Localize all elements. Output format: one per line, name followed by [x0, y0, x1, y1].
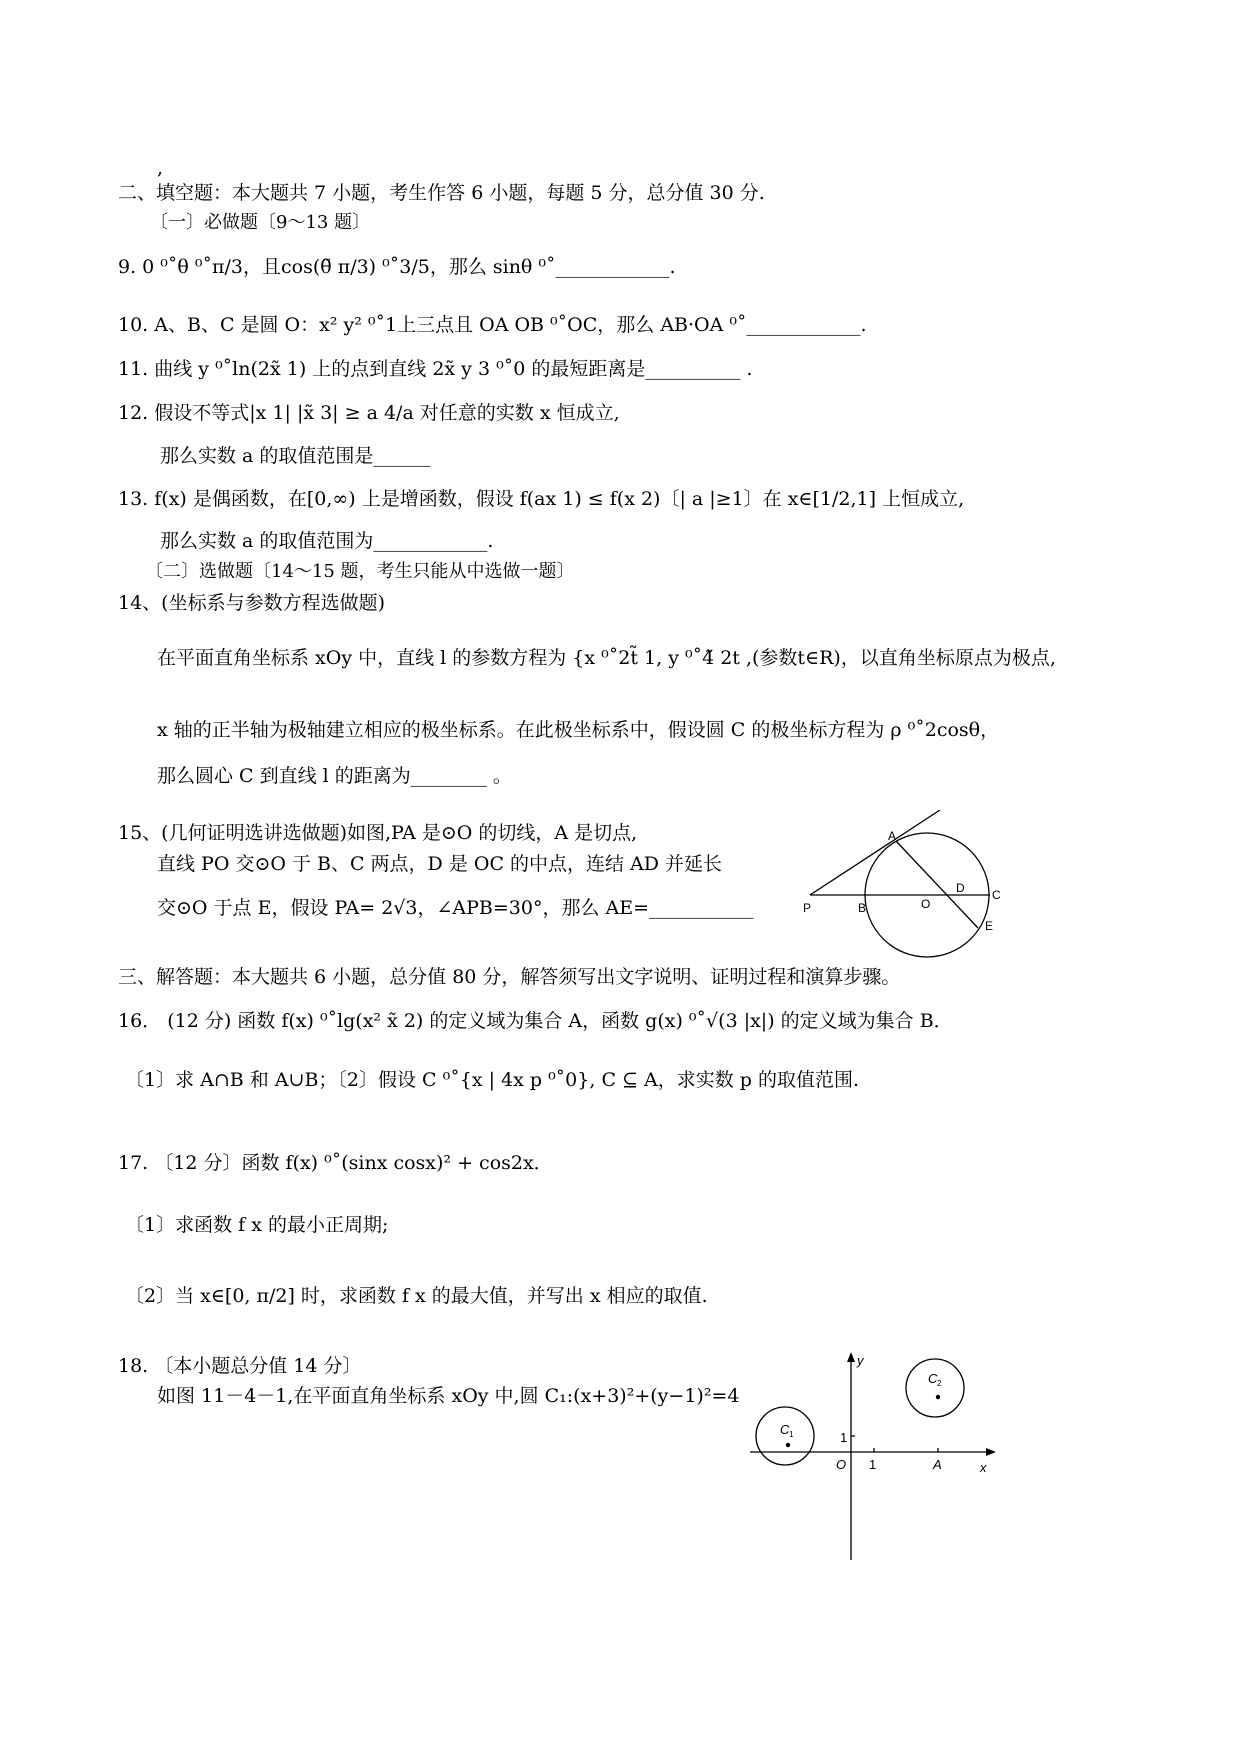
- question-15-line1: 15、(几何证明选讲选做题)如图,PA 是⊙O 的切线，A 是切点,: [118, 822, 638, 844]
- label-d: D: [956, 881, 965, 895]
- label-p: P: [803, 901, 812, 915]
- label-c: C: [992, 888, 1001, 902]
- question-18-title: 18. 〔本小题总分值 14 分〕: [118, 1355, 362, 1377]
- label-c2: C: [928, 1371, 938, 1386]
- circle-c2: [906, 1359, 964, 1417]
- label-x: x: [980, 1460, 987, 1475]
- question-12-cont: 那么实数 a 的取值范围是______: [160, 445, 431, 467]
- question-14-line2: x 轴的正半轴为极轴建立相应的极坐标系。在此极坐标系中，假设圆 C 的极坐标方程为 ρ ⁰˚2cosθ，: [157, 719, 1000, 741]
- question-15-line2: 直线 PO 交⊙O 于 B、C 两点，D 是 OC 的中点，连结 AD 并延长: [157, 853, 723, 875]
- label-a: A: [888, 829, 897, 843]
- label-a: A: [933, 1457, 942, 1472]
- section-3-heading: 三、解答题：本大题共 6 小题，总分值 80 分，解答须写出文字说明、证明过程和演算步骤。: [118, 966, 901, 988]
- question-17: 17. 〔12 分〕函数 f(x) ⁰˚(sinx cosx)² + cos2x．: [118, 1152, 553, 1174]
- y-axis-arrow: [847, 1352, 855, 1362]
- chord-ae: [896, 841, 978, 928]
- question-9: 9. 0 ⁰˚θ ⁰˚π/3，且cos(θ̃ π/3) ⁰˚3/5，那么 sinθ ⁰˚____________.: [118, 256, 676, 278]
- x-axis-arrow: [986, 1448, 996, 1456]
- label-c1-sub: 1: [789, 1430, 794, 1439]
- question-14-line1: 在平面直角坐标系 xOy 中，直线 l 的参数方程为 {x ⁰˚2t̃ 1, y ⁰˚4̃ 2t ,(参数t∈R)，以直角坐标原点为极点,: [157, 647, 1056, 669]
- required-subheading: 〔一〕必做题〔9～13 题〕: [150, 212, 371, 233]
- question-12: 12. 假设不等式|x 1| |x̃ 3| ≥ a 4/a 对任意的实数 x 恒成立,: [118, 402, 620, 424]
- label-origin: O: [836, 1457, 847, 1472]
- center-c1: [786, 1443, 790, 1447]
- question-16-parts: 〔1〕求 A∩B 和 A∪B；〔2〕假设 C ⁰˚{x | 4x p ⁰˚0}, C ⊆ A，求实数 p 的取值范围.: [125, 1069, 859, 1091]
- question-11: 11. 曲线 y ⁰˚ln(2x̃ 1) 上的点到直线 2x̃ y 3 ⁰˚0 的最短距离是__________ .: [118, 358, 753, 380]
- question-10: 10. A、B、C 是圆 O：x² y² ⁰˚1上三点且 OA OB ⁰˚OC，那么 AB·OA ⁰˚____________.: [118, 314, 867, 336]
- question-14-line3: 那么圆心 C 到直线 l 的距离为________ 。: [157, 765, 512, 787]
- center-c2: [936, 1395, 940, 1399]
- tangent-line: [810, 810, 940, 895]
- question-14-title: 14、(坐标系与参数方程选做题): [118, 592, 386, 614]
- question-18-text: 如图 11－4－1,在平面直角坐标系 xOy 中,圆 C₁:(x+3)²+(y−1)²=4: [157, 1385, 740, 1407]
- question-15-line3: 交⊙O 于点 E，假设 PA= 2√3，∠APB=30°，那么 AE=___________: [157, 897, 754, 919]
- elective-subheading: 〔二〕选做题〔14～15 题，考生只能从中选做一题〕: [145, 561, 575, 582]
- question-13: 13. f(x) 是偶函数，在[0,∞) 上是增函数，假设 f(ax 1) ≤ f(x 2)〔| a |≥1〕在 x∈[1/2,1] 上恒成立,: [118, 488, 965, 510]
- stray-comma: ,: [157, 157, 164, 179]
- question-16: 16． (12 分) 函数 f(x) ⁰˚lg(x² x̃ 2) 的定义域为集合 A，函数 g(x) ⁰˚√(3 |x|) 的定义域为集合 B．: [118, 1010, 953, 1032]
- label-one-y: 1: [840, 1430, 848, 1445]
- question-17-part2: 〔2〕当 x∈[0, π/2] 时，求函数 f x 的最大值，并写出 x 相应的取值.: [125, 1285, 708, 1307]
- label-one-x: 1: [869, 1457, 877, 1472]
- label-o: O: [921, 897, 931, 911]
- coordinate-circles-figure: [748, 1350, 998, 1565]
- circle-tangent-figure: [800, 810, 1010, 960]
- question-17-part1: 〔1〕求函数 f x 的最小正周期;: [125, 1214, 389, 1236]
- question-13-cont: 那么实数 a 的取值范围为____________.: [160, 530, 494, 552]
- section-2-heading: 二、填空题：本大题共 7 小题，考生作答 6 小题，每题 5 分，总分值 30 分.: [118, 182, 765, 204]
- label-y: y: [857, 1353, 864, 1368]
- label-e: E: [985, 919, 994, 933]
- label-b: B: [858, 901, 867, 915]
- label-c2-sub: 2: [937, 1379, 942, 1388]
- label-c1: C: [780, 1422, 790, 1437]
